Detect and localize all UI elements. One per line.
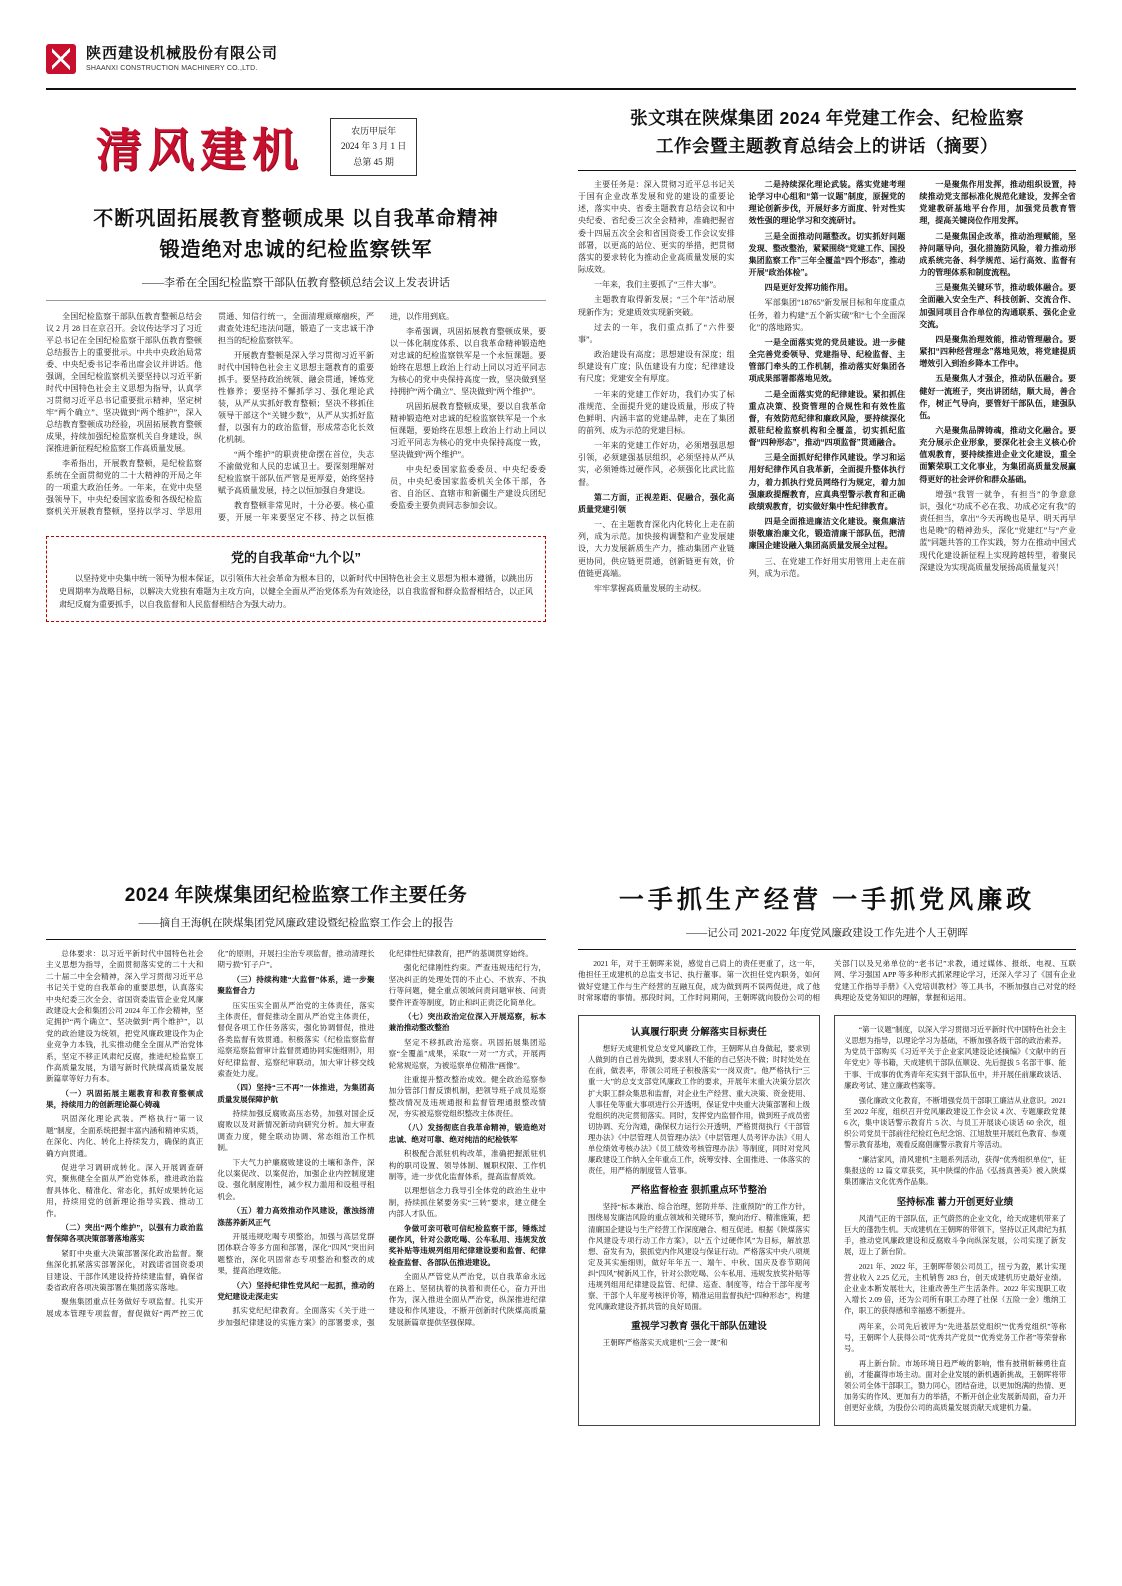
bl-paragraph: 持续加强反腐败高压态势，加强对国企反腐败以及对新情况新动向研究分析。加大审查调查力度，健全联动协调、常态组治工作机制。 — [217, 1109, 375, 1153]
right-paragraph: 一年来的党建工作好功，我们办实了标准规范、全面提升党的建设质量，形成了特色鲜明、内涵丰富的党建品牌，走在了集团的前列、成为示范的党建目标。 — [578, 389, 735, 435]
self-revolution-box-body: 以坚持党中央集中统一领导为根本保证，以引领伟大社会革命为根本目的，以新时代中国特色社会主义思想为根本遵循，以跳出历史周期率为战略目标，以解决大党独有难题为主攻方向，以健全全面从严治党体系为有效途径，以自我监督和群众监督相结合，以正风肃纪反腐为重要抓手，以自我监督和人民监督相结合为强大动力。 — [59, 574, 533, 609]
issue-info-box — [330, 118, 417, 176]
bl-subheading: （八）发扬彻底自我革命精神，锻造绝对忠诚、绝对可靠、绝对纯洁的纪检铁军 — [388, 1123, 546, 1144]
lead-article-body — [46, 311, 546, 524]
publication-title: 清风建机 — [96, 125, 304, 176]
lead-paragraph: 中央纪委国家监委委员、中央纪委委员，中央纪委国家监委机关全体干部，各省、自治区、直辖市和新疆生产建设兵团纪委监委主要负责同志参加会议。 — [390, 465, 546, 510]
profile-right-paragraph: “廉洁家风，清风建机”主题系列活动，获得“优秀组织单位”，征集报送的 12 篇文章获奖，其中陕煤的作品《弘扬真善美》被入陕煤集团廉洁文化优秀作品集。 — [844, 1155, 1066, 1187]
right-subheading: 第二方面，正视差距、促融合，强化高质量党建引领 — [578, 492, 735, 514]
bottom-right-subheadline: ——记公司 2021-2022 年度党风廉政建设工作先进个人王朝晖 — [686, 928, 968, 939]
right-paragraph: 军部集团“18765”新发展目标和年度重点任务，着力构建“五个新实破”和“七个全面深化”的落地路实。 — [748, 298, 906, 332]
bottom-left-article — [46, 880, 546, 1331]
right-paragraph: 主题教育取得新发展；“三个年”活动展现新作为；党建质效实现新突破。 — [578, 295, 735, 317]
bl-paragraph: 聚焦集团重点任务做好专项监督。扎实开展成本管理专项监督，督促做好“两严控三优化”的原则，开展扫尘治专项监督，推动清理长期亏损“钉子户”。 — [46, 949, 375, 1318]
right-column-top — [578, 104, 1076, 595]
profile-left-paragraph: 想好天成建机党总支党风廉政工作，王朝晖从自身做起，要求别人做到的自己首先做到，要求别人不能的自己坚决不做；时时处处在在前，做表率，带领公司班子积极落实“一岗双责”。他严格执行“三重一大”的总支支部党风廉政工作的要求，开展年末重大决策分层次扩大职工群众集思和监督，对企业生产经营、重大决策、资金使用、人事任免等重大事项进行公开透明，保证党中央重大决策部署和上级党组织的决定贯彻落实。同时，发挥党内监督作用，做到班子成员密切协调、充分沟通，确保权力运行公开透明，严格贯彻执行《干部管理办法》《中层管理人员管理办法》《中层管理人员考评办法》《用人单位绩效考核办法》《员工绩效考核管理办法》等制度，同时对党风廉政建设工作纳入全年重点工作，统筹安排、全面推进、一体落实的责任，用严格的制度管人管事。 — [588, 1044, 810, 1176]
bl-subheading: （三）持续构建“大监督”体系，进一步聚聚监督合力 — [217, 974, 375, 996]
masthead-divider — [46, 88, 1076, 90]
bl-subheading: （五）着力高效推动作风建设，激浊扬清涤荡养新风正气 — [217, 1206, 375, 1227]
bottom-left-body — [46, 948, 546, 1331]
bl-paragraph: 紧盯中央重大决策部署深化政治监督。聚焦深化抓紧落实部署深化，对践诺省国资委项目建设、干部作风建设持持续建监督，确保省委省政府各项决策部署在集团落实落地。 — [46, 1248, 204, 1292]
lead-paragraph: 教育整顿非常见时，十分必要。核心重要，开展一年来要坚定不移、持之以恒推进，以作用到底。 — [218, 312, 454, 522]
lead-subheadline: ——李希在全国纪检监察干部队伍教育整顿总结会议上发表讲话 — [142, 277, 450, 289]
right-subheading: 六是聚焦品牌铸魂，推动文化融合。要充分展示企业形象，要深化社会主义核心价值观教育，要持续推进企业文化建设，重全面繁荣职工文化事业，为集团高质量发展赢得更好的社会评价和群众基础。 — [919, 425, 1076, 484]
bl-paragraph: 下大气力护廉腐败建设的土壤和条件，深化以案促改、以案促治，加强企业内控制度建设、强化制度刚性，减少权力滥用和设租寻租机会。 — [217, 1157, 375, 1201]
company-logo-icon — [46, 44, 76, 74]
right-headline-line1: 张文琪在陕煤集团 2024 年党建工作会、纪检监察 — [630, 108, 1024, 128]
bl-paragraph: 巩固深化理论武装。严格执行“第一议题”制度，全面系统把握丰富内涵和精神实质，在深化、内化、转化上持续发力，确保的真正确方向贯通。 — [46, 1114, 204, 1158]
lead-headline-line2: 锻造绝对忠诚的纪检监察铁军 — [159, 239, 433, 261]
right-paragraph: 一年来，我们主要抓了“三件大事”。 — [594, 280, 722, 290]
right-subheading: 二是聚焦国企改革，推动治理赋能，坚持问题导向，强化措施防风险，着力推动形成系统完备、科学规范、运行高效、监督有力的管理体系和制度流程。 — [919, 231, 1076, 278]
right-paragraph: 过去的一年，我们重点抓了“六件要事”。 — [578, 322, 735, 344]
company-identity — [86, 45, 278, 72]
lead-paragraph: 李希强调，巩固拓展教育整顿成果，要以一体化制度体系、以自我革命精神锻造绝对忠诚的纪检监察铁军是一个永恒课题。要始终在思想上政治上行动上同以习近平同志为核心的党中央保持高度一致，坚决做到坚持拥护“两个确立”、坚决做到“两个维护”。 — [390, 327, 546, 396]
right-article-divider — [578, 170, 1076, 171]
bl-paragraph: 积极配合派驻机构改革，准确把握派驻机构的职司设置、领导体制、履职权限、工作机制等，进一步优化监督体系，提高监督质效。 — [388, 1149, 546, 1182]
bottom-left-headline: 2024 年陕煤集团纪检监察工作主要任务 — [124, 885, 468, 906]
bl-paragraph: 压实压实全面从严治党的主体责任，落实主体责任，督促推动全面从严治党主体责任，督促各项工作任务落实，强化协调督促，推进各类监督有效贯通。积极落实《纪检监察监督巡察巡察监督审计监督贯通协同实施细则》，用好纪律监督、巡察纪审联动，加大审计移交线索查处力度。 — [217, 1000, 375, 1078]
company-name-en: SHAANXI CONSTRUCTION MACHINERY CO.,LTD. — [86, 64, 258, 72]
right-paragraph: 一、在主题教育深化内化转化上走在前列，成为示范。加快接构调整和产业发展建设，大力发展新质生产力，推动集团产业链更协同，供应链更贯通，创新链更有效，价值链更高端。 — [578, 520, 735, 578]
issue-number: 总第 45 期 — [353, 156, 394, 167]
right-subheading: 三是聚焦关键环节，推动载体融合。要全面融入安全生产、科技创新、交流合作、加强同项目合作单位的沟通联系、强化企业交流。 — [919, 283, 1076, 329]
right-headline-line2: 工作会暨主题教育总结会上的讲话（摘要） — [656, 136, 998, 156]
right-subheading: 一是聚焦作用发挥，推动组织设置，持续推动党支部标准化规范化建设，发挥全省党建教研基地平台作用，加强党员教育管理，提高关键岗位作用发挥。 — [919, 180, 1076, 226]
bl-paragraph: 以理想信念力我导引全体党的政治生业中制，持续抓住紧要务实“三转”要求，建立健全内部人才队伍。 — [388, 1186, 546, 1219]
lead-paragraph: 全国纪检监察干部队伍教育整顿总结会议 2 月 28 日在京召开。会议传达学习了习近平总书记在全国纪检监察干部队伍教育整顿总结报告上的重要批示。中共中央政治局常委、中央纪委书记李希出席会议并讲话。他强调，全国纪检监察机关要坚持以习近平新时代中国特色社会主义思想为指导，认真学习贯彻习近平总书记重要批示精神，坚定树牢“两个确立”、坚决做到“两个维护”，深入总结教育整顿成功经验，巩固拓展教育整顿成果，持续加强纪检监察机关自身建设，纵深推进新征程纪检监察工作高质量发展。 — [46, 312, 202, 453]
br-paragraph: 2021 年，对于王朝晖来说，感觉自己肩上的责任更重了，这一年，他担任王成建机的总监支书记、执行董事。第一次担任党内职务，如何做好党建工作与生产经营的互融互促，成为做到两不误两促进，成了他时常琢磨的事情。那段时间，工作时间期间，王朝晖就向股份公司的相关部门以及兄弟单位的“老书记”求教，通过媒体、报纸、电视、互联网、学习强国 APP 等多种形式抓紧理论学习，还深入学习了《国有企业党建工作指导手册》《入党培训教材》等工具书，不断加强自己对党的经典理论及党务知识的理解，掌握和运用。 — [578, 959, 1076, 1003]
profile-box-right — [834, 1015, 1076, 1426]
bottom-right-article — [578, 880, 1076, 1426]
bl-paragraph: 总体要求：以习近平新时代中国特色社会主义思想为指导，全面贯彻落实党的二十大和二十届二中全会精神，深入学习贯彻习近平总书记关于党的自我革命的重要思想，认真落实中央纪委三次全会、省国资委监管企业党风廉政建设大会和集团公司 2024 年工作会精神，坚定拥护“两个确立”、坚决做到“两个维护”，以党的政治建设为统领，把党风廉政建设作为企业竞争力本钱，扎实推动健全全面从严治党体系，坚定不移正风肃纪反腐，推进纪检监察工作高质量发展，为谱写新时代陕煤高质量发展新篇章等好力有本。 — [46, 949, 204, 1084]
right-subheading: 四是更好发挥功能作用。 — [764, 283, 853, 293]
right-subheading: 二是持续深化理论武装。落实党建考理论学习中心组和“第一议题”制度，原握党的理论创新步伐，开展好多方面度、针对性实效性强的理论学习和交流研讨。 — [748, 180, 906, 226]
right-article-headline — [578, 104, 1076, 160]
profile-right-paragraph: 风清气正的干部队伍，正气蔚然的企业文化，给天成建机带来了巨大的蓬勃生机。天成建机在王朝晖的带领下，坚持以正风肃纪为抓手，推动党风廉政建设和反腐败斗争向纵深发展，公司实现了新发展，迈上了新台阶。 — [844, 1213, 1066, 1256]
bl-paragraph: 抓实党纪纪律教育。全面落实《关于进一步加强纪律建设的实施方案》的部署要求，强化纪律性纪律教育，把严的基调贯穿始终。 — [217, 949, 533, 1327]
profile-box-left-title: 认真履行职责 分解落实目标责任 — [631, 1027, 767, 1039]
bl-paragraph: 强化纪律刚性约束。严查违规违纪行为，坚决纠正的处理处罚的不止心、不放弃、不执行等问题，健全重点领域问责问题审核、问责要件评查等制度，防止和纠正责泛化简单化。 — [388, 963, 546, 1007]
bottom-left-subheadline: ——摘自王海帆在陕煤集团党风廉政建设暨纪检监察工作会上的报告 — [138, 918, 454, 929]
profile-box-left-subtitle-2: 严格监督检查 狠抓重点环节整治 — [631, 1185, 767, 1197]
profile-left-paragraph: 王朝晖严格落实天成建机“三会一课”和 — [602, 1338, 728, 1348]
right-article-body — [578, 179, 1076, 595]
bottom-right-intro — [578, 958, 1076, 1005]
profile-right-paragraph: “第一议题”制度，以深入学习贯彻习近平新时代中国特色社会主义思想为指导，以理论学习为基础，不断加强各级干部的政治素养。为党员干部购买《习近平关于企业家风建设论述摘编》《文献中的百年党史》等书籍，天成建机干部队伍顺设、先后提拔 5 名部干事、能干事、干成事的优秀青年充实到干部队伍中，并开展任前廉政谈话、廉政考试、建立廉政档案等。 — [844, 1025, 1066, 1090]
bl-subheading: 争做可亲可敬可信纪检监察干部，锤炼过硬作风，针对公款吃喝、公车私用、违规发放奖补贴等违规列组用纪律建设要和监督、纪律检查监督、各部队伍推进建设。 — [388, 1223, 546, 1267]
bottom-right-divider — [578, 949, 1076, 950]
profile-right-paragraph: 强化廉政文化教育，不断增强党员干部职工廉洁从业意识。2021 至 2022 年度，组织召开党风廉政建设工作会议 4 次、专题廉政党课 6 次，集中谈话警示教育片 5 次、与员工开展谈心谈话 60 余次，组织公司党员干部前往纪检红色纪念馆、江旭敖里开展红色教育、参观警示教育基地，观看反腐倡廉警示教育片等活动。 — [844, 1095, 1066, 1150]
self-revolution-box — [46, 536, 546, 622]
lead-headline-line1: 不断巩固拓展教育整顿成果 以自我革命精神 — [93, 208, 499, 230]
right-paragraph: 政治建设有高度；思想建设有深度；组织建设有广度；队伍建设有力度；纪律建设有尺度；党建安全有厚度。 — [578, 350, 735, 384]
profile-box-left — [578, 1015, 820, 1426]
bottom-right-headline: 一手抓生产经营 一手抓党风廉政 — [618, 887, 1036, 914]
profile-right-paragraph: 2021 年、2022 年，王朝晖带领公司员工，扭亏为盈，累计实现营业收入 2.25 亿元，主机销售 283 台，创天成建机历史最好业绩。企业业本断发展壮大，注重改善生产生活条件。2022 年实现职工收入增长 2.09 倍，还为公司所有职工办理了社保（五险一金）缴纳工作，职工的获得感和幸福感不断提升。 — [844, 1262, 1066, 1316]
lead-paragraph: “两个维护”的职责使命摆在首位，失志不渝做党和人民的忠诚卫士。要深刻理解对纪检监察干部队伍严管是更厚爱，始终坚持赋予高质量发展，持之以恒加强自身建设。 — [218, 450, 374, 495]
bl-subheading: （四）坚持“三不再”一体推进，为集团高质量发展保障护航 — [217, 1083, 375, 1104]
right-subheading: 二是全面落实党的纪律建设。紧扣抓住重点决策、投资管理的合规性和有效性监督，有效防范纪律和廉政风险，要持续深化派驻纪检监察机构和全覆盖，切实抓纪监督“四种形态”，推动“四项监督”贯通融合。 — [748, 389, 906, 448]
masthead — [46, 44, 1076, 74]
profile-box-right-subtitle: 坚持标准 蓄力开创更好业绩 — [896, 1196, 1014, 1208]
right-subheading: 一是全面落实党的党员建设。进一步健全完善党委领导、党建指导、纪检监督、主管部门牵头的工作机制，推动落实好集团各项成果部署都落地见效。 — [748, 337, 906, 384]
right-subheading: 三是全面推动问题整改。切实抓好问题发现、整改整治，紧紧围绕“党建工作、国投集团监察工作”三年全覆盖“四个形态”，推动开展“政治体检”。 — [748, 231, 906, 278]
right-subheading: 四是聚焦治理效能，推动管理融合。要紧扣“四种经营理念”落地见效，将党建提质增效引入到治乡降本工作中。 — [919, 334, 1076, 369]
right-paragraph: 牢牢掌握高质量发展的主动权。 — [594, 583, 706, 593]
bl-paragraph: 促进学习调研成转化。深入开展调查研究，聚焦健全全面从严治党体系，推进政治监督具体化、精准化、常态化，抓好成果转化运用，持续用党的创新理论指导实践、推动工作。 — [46, 1163, 204, 1218]
lead-headline — [46, 204, 546, 266]
self-revolution-box-title: 党的自我革命“九个以” — [230, 550, 361, 565]
bl-subheading: （一）巩固拓展主题教育和教育整顿成果，持续用力的创新理论凝心铸魂 — [46, 1088, 204, 1110]
right-subheading: 五是聚焦人才强企，推动队伍融合。要健好一流班子，突出讲团结，顺大局，善合作，树正气导向，要管好干部队伍，建强队伍。 — [919, 374, 1076, 420]
profile-right-paragraph: 两年来，公司先后被评为“先进基层党组织”“优秀党组织”等称号，王朝晖个人获得公司“优秀共产党员”“优秀党务工作者”等荣誉称号。 — [844, 1321, 1066, 1353]
bl-subheading: （六）坚持纪律性党风纪一起抓，推动的党纪建设走深走实 — [217, 1280, 375, 1301]
profile-left-paragraph: 坚持“标本兼治、综合治理，惩防并举、注重预防”的工作方针，围绕易发廉洁风险的重点领域和关键环节，聚向治疗、精准施策，把清廉国企建设与生产经营工作深度融合、相互促进。根据《陕煤落实作风建设专项行动工作方案》，以“五个过硬作风”为目标，解放思想、奋发有为，狠抓党内作风建设与保证行动。严格落实中央八项规定及其实施细则，做好年年五一、端午、中秋、国庆及春节期间纠“四风”树新风工作，针对公款吃喝、公车私用、违规发放奖补贴等违规列组用纪律建设监管、纪律、巡查、制度等，结合干部年度考察、干部个人年度考核评价等，精准运用监督执纪“四种形态”，构建党风廉政建设齐抓共管的良好局面。 — [588, 1202, 810, 1312]
right-paragraph: 主要任务是：深入贯彻习近平总书记关于国有企业改革发展和党的建设的重要论述，落实中央、省委主题教育总结会议和中央纪委、省纪委三次全会精神，准确把握省委十四届五次全会和省国资委工作会议安排部署，以更高的站位、更实的举措，把贯彻落实的要求转化为推动企业高质量发展的实际成效。 — [578, 180, 735, 275]
right-subheading: 四是全面推进廉洁文化建设。聚焦廉洁崇敬廉治廉文化，锻造清廉干部队伍，把清廉国企建设融入集团高质量发展全过程。 — [748, 517, 906, 551]
bottom-right-boxes — [578, 1015, 1076, 1426]
issue-date-lunar: 农历甲辰年 — [351, 126, 397, 137]
issue-date: 2024 年 3 月 1 日 — [341, 141, 407, 152]
lead-paragraph: 李希指出，开展教育整顿，是纪检监察系统在全面贯彻党的二十大精神的开局之年的一项重大政治任务。一年来，在党中央坚强领导下，中央纪委国家监委和各级纪检监察机关开展教育整顿，坚持以学习、学思用贯通、知信行统一，全面清理顽瘴痼疾，严肃查处违纪违法问题，锻造了一支忠诚干净担当的纪检监察铁军。 — [46, 312, 374, 516]
lead-divider — [46, 300, 546, 301]
right-paragraph: 一年来的党建工作好功，必须增强思想引领，必须建强基层组织，必须坚持从严从实，必须锤炼过硬作风，必须强化比武比监督。 — [578, 441, 735, 487]
bl-paragraph: 坚定不移抓政治巡察。巩固拓展集团巡察“全覆盖”成果，采取“一对一”方式，开展两轮常规巡察，为被巡察单位精准“画像”。 — [388, 1037, 546, 1070]
bl-paragraph: 注重提升整改整治成效。健全政治巡察参加分管部门督反馈机制，把领导班子成员巡察整改情况及违规通报和监督管理通报整改情况，夯实被巡察党组织整改主体责任。 — [388, 1074, 546, 1119]
left-column-top — [46, 104, 546, 622]
right-paragraph: 增强“我管一就争，有担当”的争意意识，强化“功成不必在我、功成必定有我”的责任担当，拿出“今天再晚也是早、明天再早也是晚”的精神劲头，深化“党建红”与“产业蓝”同题共答的工作实践，努力在推动中国式现代化建设新征程上实现跨越转型，着聚民深建设为实现高质量发展扬高质量复兴！ — [919, 489, 1076, 572]
profile-right-paragraph: 再上新台阶。市场环境日趋严峻的影响，惟有披荆斩棘勇往直前，才能赢得市场主动。面对企业发展的新机遇新挑战，王朝晖将带领公司全体干部职工，勠力同心，团结奋进，以更加饱满的热情、更加务实的作风、更加有力的举措，不断开创企业发展新局面，奋力开创更好业绩，为股份公司的高质量发展贡献天成建机力量。 — [844, 1358, 1066, 1413]
nameplate — [46, 112, 546, 182]
right-paragraph: 三、在党建工作好用实用管用上走在前列，成为示范。 — [748, 556, 906, 578]
bl-subheading: （七）突出政治定位深入开展巡察，标本兼治推动整改整治 — [388, 1011, 546, 1033]
company-name-cn: 陕西建设机械股份有限公司 — [86, 45, 279, 63]
bl-subheading: （二）突出“两个维护”，以强有力政治监督保障各项决策部署落地落实 — [46, 1222, 204, 1244]
profile-box-left-subtitle-3: 重视学习教育 强化干部队伍建设 — [631, 1321, 767, 1333]
right-subheading: 三是全面抓好纪律作风建设。学习和运用好纪律作风自我革新，全面提升整体执行力，着力抓执行党员网络行为规定，着力加强廉政提醒教育，应真典型警示教育和正确政绩观教育，切实做好集中性纪律教育。 — [748, 453, 906, 511]
lead-paragraph: 开展教育整顿是深入学习贯彻习近平新时代中国特色社会主义思想主题教育的重要抓手。要坚持政治统领、融会贯通，锤炼党性修养；要坚持不懈抓学习、强化理论武装，从严从实抓好教育整顿；坚决不移抓住领导干部这个“关键少数”，从严从实抓好监督，以强有力的政治监督，形成常态化长效化机制。 — [218, 351, 374, 444]
bottom-left-divider — [46, 939, 546, 940]
lead-paragraph: 巩固拓展教育整顿成果，要以自我革命精神锻造绝对忠诚的纪检监察铁军是一个永恒课题，要始终在思想上政治上行动上同以习近平同志为核心的党中央保持高度一致，坚决做到“两个维护”。 — [390, 402, 546, 459]
bl-paragraph: 全面从严管党从严治党，以自我革命永远在路上、坚韧执着的执着和责任心，奋力开出作为，深入推进全面从严治党，纵深推进纪律建设和作风建设，不断开创新时代陕煤高质量发展新篇章提供坚强保障。 — [388, 1272, 546, 1327]
bl-paragraph: 开展违规吃喝专项整治，加强与高层党群团体联合等多方面和部署，深化“四风”突出问题整治，深化巩固常态专项整治和整改的成果，提高治理效能。 — [217, 1231, 375, 1276]
